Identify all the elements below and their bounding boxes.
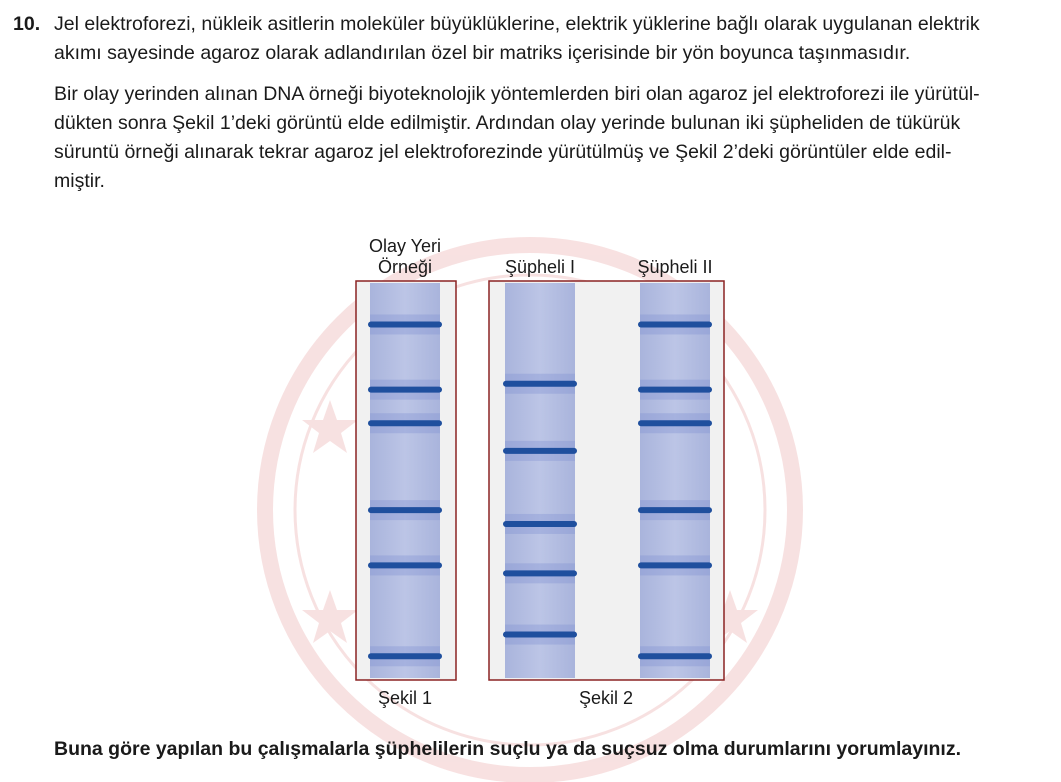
dna-band	[368, 321, 442, 327]
dna-band	[638, 653, 712, 659]
dna-band	[368, 507, 442, 513]
dna-band	[368, 562, 442, 568]
question-prompt: Buna göre yapılan bu çalışmalarla şüphelilerin suçlu ya da suçsuz olma durumlarını yorumlayınız.	[54, 738, 962, 760]
dna-band	[368, 420, 442, 426]
dna-band	[638, 562, 712, 568]
dna-band	[638, 387, 712, 393]
context-line: süruntü örneği alınarak tekrar agaroz jel elektroforezinde yürütülmüş ve Şekil 2’deki görüntüler elde edil-	[54, 141, 952, 163]
dna-band	[638, 507, 712, 513]
lane-label: Olay Yeri	[368, 236, 442, 256]
lane-label: Örneği	[377, 257, 433, 277]
lane-background	[505, 283, 575, 678]
dna-band	[503, 448, 577, 454]
gel-lane	[503, 283, 577, 678]
lane-label: Şüpheli I	[504, 257, 576, 277]
lane-background	[640, 283, 710, 678]
dna-band	[638, 321, 712, 327]
dna-band	[503, 521, 577, 527]
figure-caption: Şekil 2	[578, 688, 634, 708]
question-number: 10.	[13, 13, 41, 35]
gel-lane	[638, 283, 712, 678]
dna-band	[503, 570, 577, 576]
context-line: dükten sonra Şekil 1’deki görüntü elde edilmiştir. Ardından olay yerinde bulunan iki şüpheliden de tükürük	[54, 112, 961, 134]
context-line: miştir.	[54, 170, 105, 192]
intro-line: akımı sayesinde agaroz olarak adlandırılan özel bir matriks içerisinde bir yön boyunca taşınmasıdır.	[54, 42, 911, 64]
dna-band	[368, 387, 442, 393]
intro-line: Jel elektroforezi, nükleik asitlerin moleküler büyüklüklerine, elektrik yüklerine bağlı olarak uygulanan elektrik	[54, 13, 980, 35]
figure-caption: Şekil 1	[377, 688, 433, 708]
context-line: Bir olay yerinden alınan DNA örneği biyoteknolojik yöntemlerden biri olan agaroz jel elektroforezi ile yürütül-	[54, 83, 980, 105]
dna-band	[503, 632, 577, 638]
gel-lane	[368, 283, 442, 678]
dna-band	[503, 381, 577, 387]
lane-background	[370, 283, 440, 678]
dna-band	[638, 420, 712, 426]
lane-label: Şüpheli II	[637, 257, 713, 277]
dna-band	[368, 653, 442, 659]
